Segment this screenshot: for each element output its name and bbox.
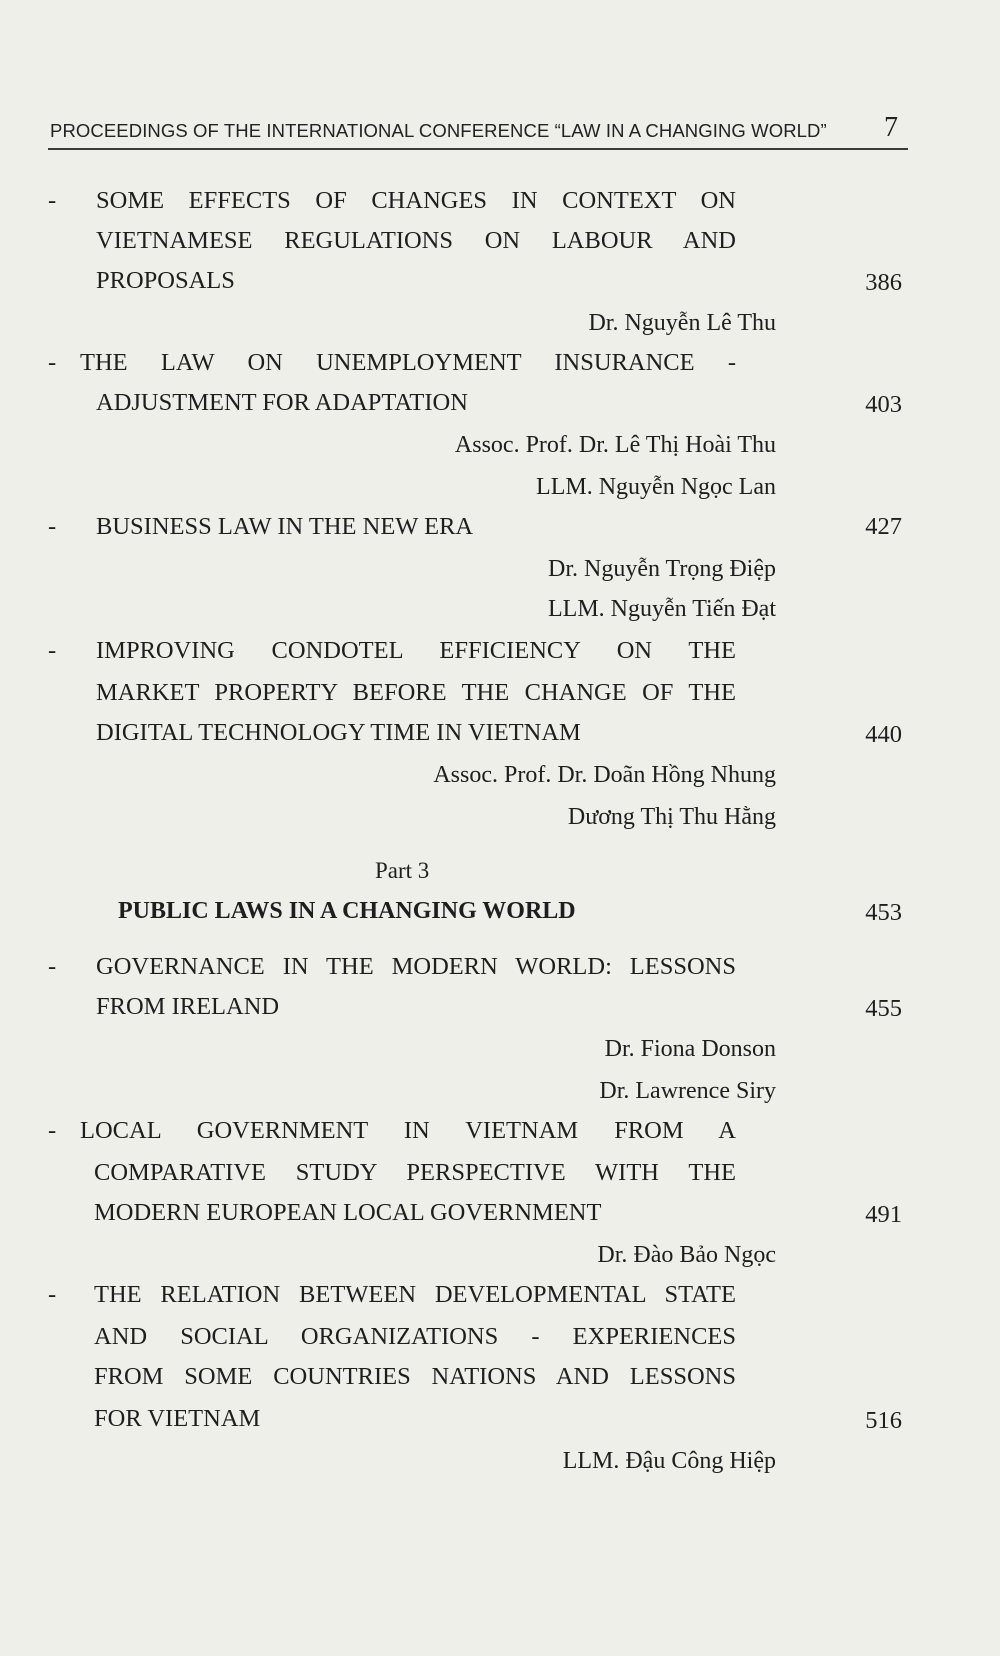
running-header	[48, 110, 908, 150]
part-title[interactable]: PUBLIC LAWS IN A CHANGING WORLD	[118, 898, 576, 924]
entry-title-line[interactable]: GOVERNANCE IN THE MODERN WORLD: LESSONS	[96, 953, 736, 980]
entry-author: Dr. Nguyễn Trọng Điệp	[547, 556, 776, 582]
entry-author: Assoc. Prof. Dr. Doãn Hồng Nhung	[433, 762, 776, 788]
part-label: Part 3	[375, 858, 430, 883]
entry-title-line[interactable]: MODERN EUROPEAN LOCAL GOVERNMENT	[94, 1199, 602, 1226]
entry-title-line[interactable]: FROM SOME COUNTRIES NATIONS AND LESSONS	[94, 1363, 736, 1390]
entry-title-line[interactable]: VIETNAMESE REGULATIONS ON LABOUR AND	[96, 227, 736, 254]
entry-title-line[interactable]: FROM IRELAND	[96, 993, 280, 1020]
entry-author: Dr. Đào Bảo Ngọc	[597, 1242, 776, 1268]
entry-author: Dương Thị Thu Hằng	[567, 804, 776, 830]
entry-title-line[interactable]: FOR VIETNAM	[94, 1405, 261, 1432]
entry-page-number: 427	[865, 513, 902, 540]
entry-title-line[interactable]: BUSINESS LAW IN THE NEW ERA	[96, 513, 474, 540]
entry-title-line[interactable]: LOCAL GOVERNMENT IN VIETNAM FROM A	[80, 1117, 736, 1144]
entry-title-line[interactable]: THE RELATION BETWEEN DEVELOPMENTAL STATE	[94, 1281, 736, 1308]
entry-page-number: 516	[865, 1407, 902, 1434]
entry-author: LLM. Đậu Công Hiệp	[562, 1448, 776, 1474]
entry-title-line[interactable]: PROPOSALS	[96, 267, 235, 294]
entry-page-number: 386	[865, 269, 902, 296]
entry-author: Assoc. Prof. Dr. Lê Thị Hoài Thu	[454, 432, 776, 458]
entry-dash: -	[48, 187, 57, 214]
part-page-number: 453	[865, 899, 902, 926]
entry-author: Dr. Nguyễn Lê Thu	[588, 310, 776, 336]
entry-title-line[interactable]: AND SOCIAL ORGANIZATIONS - EXPERIENCES	[94, 1323, 736, 1350]
entry-author: LLM. Nguyễn Tiến Đạt	[548, 596, 776, 622]
entry-dash: -	[48, 1117, 57, 1144]
entry-author: LLM. Nguyễn Ngọc Lan	[536, 474, 776, 500]
entry-page-number: 403	[865, 391, 902, 418]
entry-title-line[interactable]: MARKET PROPERTY BEFORE THE CHANGE OF THE	[96, 679, 736, 706]
entry-dash: -	[48, 513, 57, 540]
header-page-number: 7	[884, 112, 898, 143]
entry-dash: -	[48, 349, 57, 376]
entry-title-line[interactable]: SOME EFFECTS OF CHANGES IN CONTEXT ON	[96, 187, 736, 214]
entry-page-number: 440	[865, 721, 902, 748]
entry-dash: -	[48, 1281, 57, 1308]
entry-dash: -	[48, 637, 57, 664]
entry-title-line[interactable]: DIGITAL TECHNOLOGY TIME IN VIETNAM	[96, 719, 581, 746]
entry-title-line[interactable]: COMPARATIVE STUDY PERSPECTIVE WITH THE	[94, 1159, 736, 1186]
entry-page-number: 491	[865, 1201, 902, 1228]
entry-title-line[interactable]: THE LAW ON UNEMPLOYMENT INSURANCE -	[80, 349, 736, 376]
entry-title-line[interactable]: ADJUSTMENT FOR ADAPTATION	[96, 389, 468, 416]
entry-page-number: 455	[865, 995, 902, 1022]
entry-author: Dr. Lawrence Siry	[599, 1078, 776, 1104]
entry-dash: -	[48, 953, 57, 980]
entry-author: Dr. Fiona Donson	[604, 1036, 776, 1062]
entry-title-line[interactable]: IMPROVING CONDOTEL EFFICIENCY ON THE	[96, 637, 736, 664]
header-title: PROCEEDINGS OF THE INTERNATIONAL CONFERENCE “LAW IN A CHANGING WORLD”	[50, 120, 827, 141]
